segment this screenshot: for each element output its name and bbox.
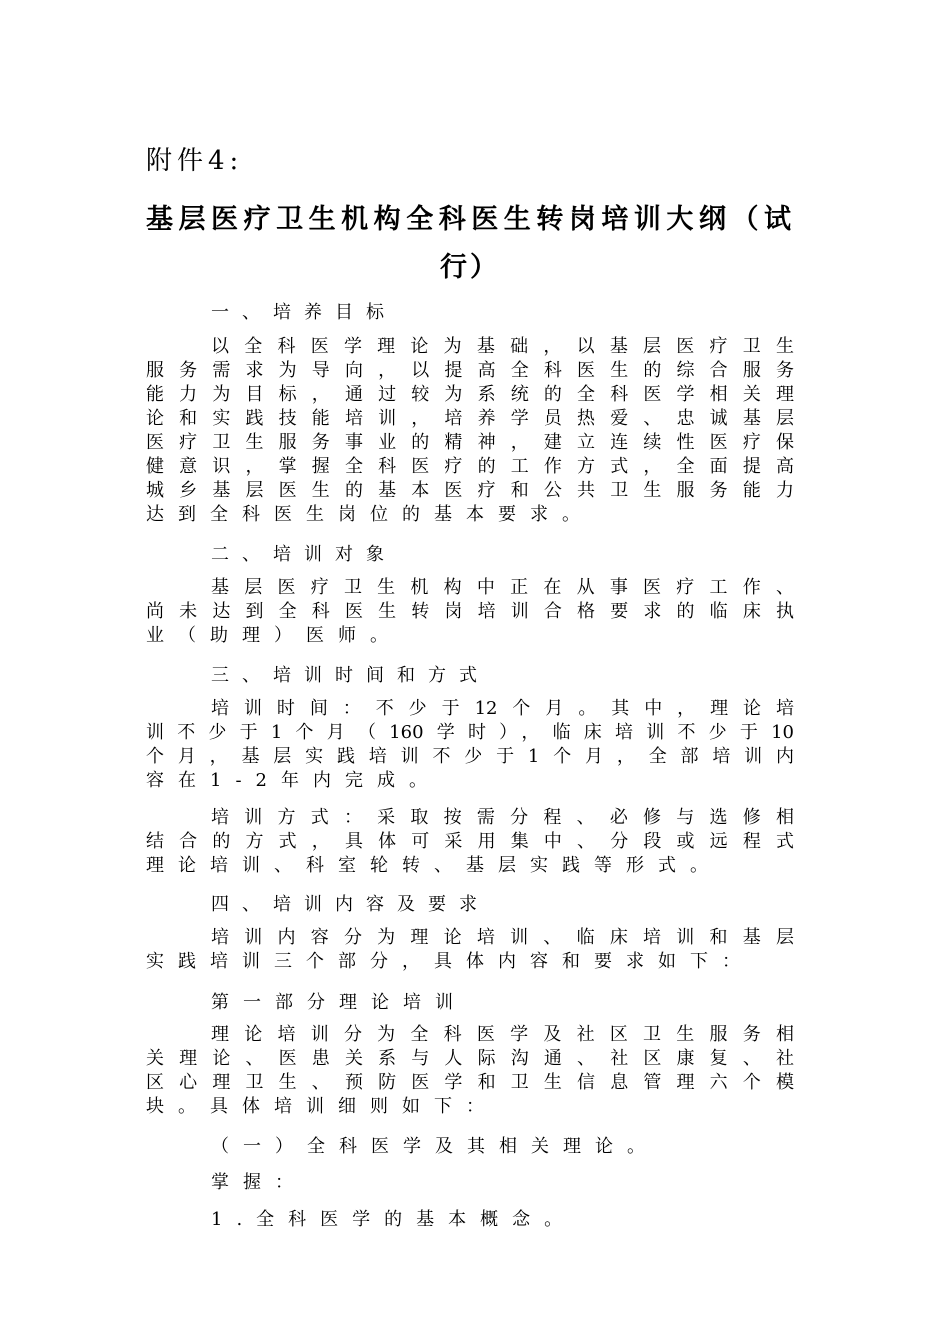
text-line: 关理论、医患关系与人际沟通、社区康复、社	[146, 1048, 794, 1069]
section-heading-content: 四、培训内容及要求	[211, 894, 490, 915]
paragraph-theory	[146, 1023, 794, 1119]
text-line: 以全科医学理论为基础，以基层医疗卫生	[211, 336, 794, 357]
document-title	[146, 196, 794, 292]
text-line: 业（助理）医师。	[146, 625, 402, 646]
part-one-heading: 第一部分理论培训	[211, 992, 467, 1013]
text-line: 实践培训三个部分，具体内容和要求如下：	[146, 951, 754, 972]
text-line: 训不少于1个月（160学时），临床培训不少于10	[146, 722, 794, 743]
text-line: 区心理卫生、预防医学和卫生信息管理六个模	[146, 1072, 794, 1093]
text-line: 培训方式：采取按需分程、必修与选修相	[211, 807, 794, 828]
paragraph-training-method	[146, 806, 794, 878]
text-line: 健意识，掌握全科医疗的工作方式，全面提高	[146, 456, 794, 477]
text-line: 尚未达到全科医生转岗培训合格要求的临床执	[146, 601, 794, 622]
section-heading-targets: 二、培训对象	[211, 544, 397, 565]
paragraph-goals	[146, 335, 794, 527]
title-line-1: 基层医疗卫生机构全科医生转岗培训大纲（试	[146, 204, 794, 235]
paragraph-training-time	[146, 697, 794, 793]
subsection-heading: （一）全科医学及其相关理论。	[211, 1136, 659, 1157]
text-line: 培训时间：不少于12个月。其中，理论培	[211, 698, 794, 719]
text-line: 理论培训分为全科医学及社区卫生服务相	[211, 1024, 794, 1045]
title-line-2: 行）	[440, 252, 500, 283]
text-line: 服务需求为导向，以提高全科医生的综合服务	[146, 360, 794, 381]
text-line: 论和实践技能培训，培养学员热爱、忠诚基层	[146, 408, 794, 429]
section-heading-time-method: 三、培训时间和方式	[211, 665, 490, 686]
text-line: 理论培训、科室轮转、基层实践等形式。	[146, 855, 722, 876]
attachment-label: 附件4:	[146, 146, 244, 176]
section-heading-goals: 一、培养目标	[211, 302, 397, 323]
text-line: 个月，基层实践培训不少于1个月，全部培训内	[146, 746, 794, 767]
text-line: 医疗卫生服务事业的精神，建立连续性医疗保	[146, 432, 794, 453]
paragraph-targets	[146, 576, 794, 648]
list-item: 1.全科医学的基本概念。	[211, 1209, 577, 1230]
text-line: 培训内容分为理论培训、临床培训和基层	[211, 927, 794, 948]
master-label: 掌握：	[211, 1172, 307, 1193]
text-line: 达到全科医生岗位的基本要求。	[146, 504, 594, 525]
paragraph-content	[146, 926, 794, 974]
text-line: 能力为目标，通过较为系统的全科医学相关理	[146, 384, 794, 405]
text-line: 容在1-2年内完成。	[146, 770, 441, 791]
text-line: 城乡基层医生的基本医疗和公共卫生服务能力	[146, 480, 794, 501]
text-line: 结合的方式，具体可采用集中、分段或远程式	[146, 831, 794, 852]
text-line: 块。具体培训细则如下：	[146, 1096, 498, 1117]
text-line: 基层医疗卫生机构中正在从事医疗工作、	[211, 577, 794, 598]
